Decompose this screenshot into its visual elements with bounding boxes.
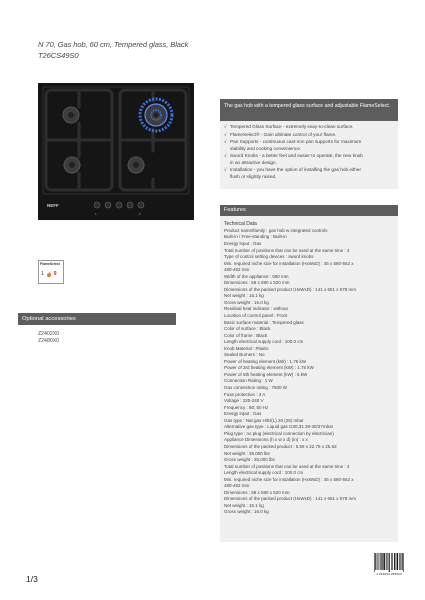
feature-line: Knob Material : Plastic <box>224 345 269 351</box>
feature-line: Dimensions of the packed product (HxWxD) : 141 x 651 x 578 mm <box>224 286 357 292</box>
intro-panel <box>220 99 398 189</box>
feature-line: Net weight : 15.1 kg <box>224 502 264 508</box>
barcode-bar <box>392 553 393 570</box>
intro-item-line: Sword Knobs - a better feel and easier to operate, the new knob <box>230 153 363 159</box>
intro-item-line: FlameSelect® - Gain ultimate control of your flame. <box>230 131 337 137</box>
barcode-bar <box>384 553 385 570</box>
feature-line: Dimensions of the packed product : 5.55 x 22.75 x 25.62 <box>224 443 337 449</box>
burner-icon <box>128 157 144 173</box>
intro-item <box>224 167 394 180</box>
intro-item-line: Tempered Glass Surface - extremely easy-to-clean surface. <box>230 124 354 129</box>
product-image <box>38 83 194 220</box>
intro-item-text <box>230 139 361 152</box>
barcode-bar <box>383 553 384 570</box>
feature-line: Product name/family : gas hob w integrated controls <box>224 227 328 233</box>
feature-line: Gross weight : 16.0 kg <box>224 299 269 305</box>
intro-item-text <box>230 167 361 180</box>
feature-line: Energy input : Gas <box>224 411 262 417</box>
check-icon: √ <box>224 124 227 129</box>
accessories-list <box>38 331 59 346</box>
feature-line: Min. required niche size for installation (HxWxD) : 45 x 560-562 x <box>224 476 354 482</box>
flameselect-badge <box>38 260 64 284</box>
barcode-bars <box>372 552 406 572</box>
feature-line: Power of 5th heating element (kW) : 5 kW <box>224 371 308 377</box>
knob-icon <box>127 202 133 208</box>
feature-line: Gross weight : 16.0 kg <box>224 509 269 515</box>
features-body <box>220 216 398 516</box>
barcode-bar <box>382 553 383 570</box>
check-icon: √ <box>224 139 227 145</box>
barcode-bar <box>391 553 392 570</box>
barcode-bar <box>402 553 403 570</box>
accessory-item: Z2402X0 <box>38 331 60 337</box>
barcode-bar <box>396 553 397 570</box>
feature-line: Dimensions : 58 x 590 x 520 mm <box>224 280 290 286</box>
feature-line: Net weight : 35.000 lbs <box>224 450 270 456</box>
feature-line: Plug type : no plug (electrical connection by electrician) <box>224 430 334 436</box>
feature-line: Voltage : 220-240 V <box>224 398 264 404</box>
title-block <box>38 40 238 61</box>
intro-item-text <box>230 153 363 166</box>
intro-item-line: in an attractive design. <box>230 159 277 165</box>
feature-line: Fuse protection : 3 A <box>224 391 266 397</box>
barcode-bar <box>399 553 400 570</box>
barcode-bar <box>389 553 390 572</box>
barcode-bar <box>374 553 375 572</box>
feature-line: 480-492 mm <box>224 483 250 489</box>
check-icon: √ <box>224 153 227 159</box>
intro-item <box>224 153 394 166</box>
knob-icon <box>94 202 100 208</box>
barcode-bar <box>388 553 389 570</box>
knob-icon <box>116 202 122 208</box>
feature-line: Frequency : 60; 50 Hz <box>224 404 269 410</box>
accessories-header: Optional accessories <box>18 313 176 325</box>
intro-item <box>224 124 394 130</box>
feature-line: Length electrical supply cord : 100.0 cm <box>224 470 304 476</box>
check-icon: √ <box>224 131 227 137</box>
product-model: T26CS49S0 <box>38 50 79 60</box>
flameselect-digit-low: 1 <box>41 271 44 277</box>
gas-hob-drawing <box>38 83 194 220</box>
brand-logo: NEFF <box>47 203 59 208</box>
flameselect-title: FlameSelect <box>40 262 60 266</box>
barcode-bar <box>375 553 376 570</box>
feature-line: Dimensions : 58 x 590 x 520 mm <box>224 489 290 495</box>
feature-line: Residual heat indicator : without <box>224 306 288 312</box>
flameselect-digit-high: 9 <box>53 271 57 277</box>
feature-line: Min. required niche size for installation (HxWxD) : 45 x 560-562 x <box>224 260 354 266</box>
features-list <box>224 228 394 516</box>
barcode-number: 4 242004 255522 <box>376 572 402 576</box>
barcode-bar <box>376 553 377 570</box>
technical-data-title: Technical Data <box>224 221 257 227</box>
barcode-bar <box>402 553 403 570</box>
intro-item <box>224 139 394 152</box>
product-title: N 70, Gas hob, 60 cm, Tempered glass, Black <box>38 40 189 49</box>
intro-item-line: Installation - you have the option of installing the gas hob either <box>230 167 362 173</box>
feature-line: Power of 3rd heating element (kW) : 1.75 kW <box>224 365 314 371</box>
barcode-bar <box>389 553 390 572</box>
intro-item-line: stability and cooking convenience. <box>230 145 302 151</box>
flameselect-row <box>41 271 57 277</box>
feature-line: Appliance Dimensions (h x w x d) (in) : x x <box>224 437 308 443</box>
burner-icon <box>64 157 80 173</box>
barcode-bar <box>385 553 386 570</box>
feature-line: Length electrical supply cord : 100.0 cm <box>224 339 304 345</box>
feature-line: Energy input : Gas <box>224 241 262 246</box>
feature-line: Color of frame : Black <box>224 332 268 338</box>
intro-item <box>224 132 394 138</box>
knob-label: 9 <box>139 212 141 216</box>
knob-label: 1 <box>95 212 97 216</box>
intro-item-line: Pan Supports - continuous cast-iron pan supports for maximum <box>230 139 362 145</box>
features-header: Features <box>220 205 398 216</box>
barcode-bar <box>400 553 401 570</box>
feature-line: Gas type : Nat gas H/E/(L) 20 (25) mbar <box>224 417 304 423</box>
check-icon: √ <box>224 167 227 173</box>
intro-item-text <box>230 124 354 130</box>
feature-line: Basic surface material : Tempered glass <box>224 319 304 325</box>
knob-icon <box>138 202 144 208</box>
burner-icon <box>63 107 79 123</box>
feature-line: Gas connection rating : 7500 W <box>224 385 288 391</box>
barcode <box>372 552 406 578</box>
feature-line: Width of the appliance : 590 mm <box>224 273 289 279</box>
feature-line: Location of control panel : Front <box>224 313 288 319</box>
feature-line: Total number of positions that can be used at the same time : 4 <box>224 463 350 469</box>
intro-heading: The gas hob with a tempered glass surface and adjustable FlameSelect. <box>220 99 398 121</box>
feature-line: Power of heating element (kW) : 1.75 kW <box>224 358 307 364</box>
accessory-item: Z2480X0 <box>38 338 60 345</box>
feature-line: Type of control setting devices : sword knobs <box>224 254 314 260</box>
feature-line: Gross weight : 35.000 lbs <box>224 457 275 463</box>
feature-line: Dimensions of the packed product (HxWxD) : 141 x 651 x 578 mm <box>224 496 357 502</box>
feature-line: Color of surface : Black <box>224 326 271 332</box>
barcode-bar <box>381 553 382 570</box>
barcode-bar <box>394 553 395 570</box>
feature-line: Net weight : 15.1 kg <box>224 293 264 299</box>
barcode-bar <box>380 553 381 570</box>
features-panel <box>220 205 398 542</box>
flame-icon <box>46 271 52 277</box>
feature-line: Alternative gas type : Liquid gas G30,31 28-30/37mbar <box>224 424 334 430</box>
feature-line: 480-492 mm <box>224 267 250 273</box>
barcode-bar <box>403 553 404 572</box>
intro-item-text <box>230 132 336 138</box>
feature-line: Built-in / Free-standing : Built-in <box>224 234 287 240</box>
barcode-bar <box>379 553 380 570</box>
barcode-bar <box>395 553 396 570</box>
barcode-bar <box>378 553 379 570</box>
intro-item-line: flush or slightly raised. <box>230 173 277 179</box>
knob-icon <box>105 202 111 208</box>
barcode-bar <box>397 553 398 570</box>
feature-line: Connection Rating : 1 W <box>224 378 273 384</box>
barcode-bar <box>386 553 387 570</box>
page-number: 1/3 <box>26 574 38 584</box>
feature-line: Sealed Burners : No <box>224 352 265 358</box>
feature-line: Total number of positions that can be used at the same time : 4 <box>224 247 350 253</box>
barcode-bar <box>398 553 399 570</box>
intro-list <box>220 121 398 180</box>
